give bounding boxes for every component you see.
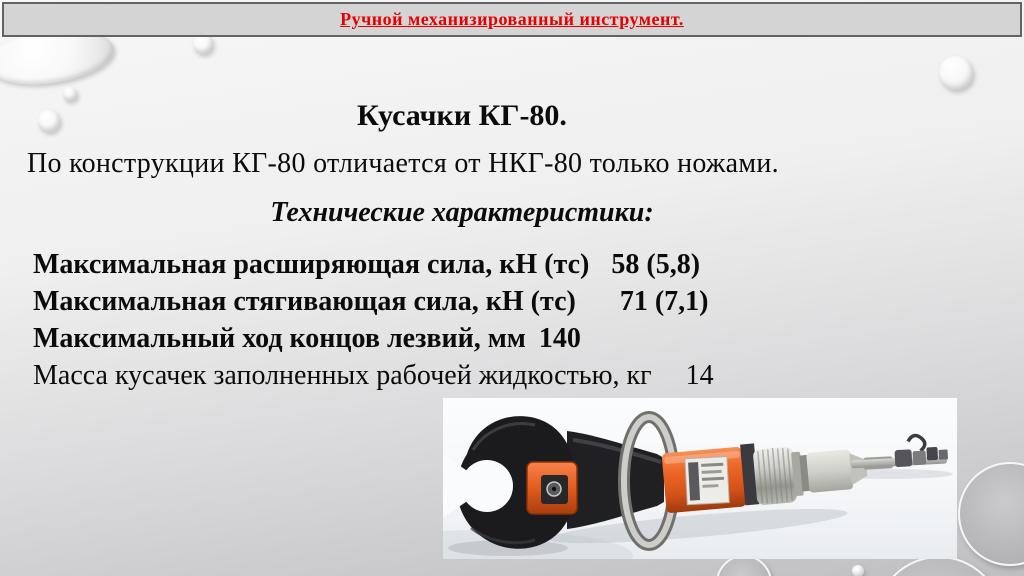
spec-row [33, 246, 714, 283]
spec-label: Масса кусачек заполненных рабочей жидкостью, кг [33, 360, 652, 391]
spec-value: 58 (5,8) [611, 249, 701, 280]
intro-text: По конструкции КГ-80 отличается от НКГ-80 только ножами. [27, 148, 779, 179]
spec-row [33, 283, 714, 320]
spec-label: Максимальная стягивающая сила, кН (тс) [33, 286, 576, 317]
page-title: Кусачки КГ-80. [357, 99, 567, 132]
spec-value: 14 [685, 360, 714, 391]
circle-decoration [958, 462, 1024, 566]
cutter-body [567, 431, 664, 529]
specs-list [33, 246, 714, 394]
water-drop-decoration [852, 565, 864, 576]
cutter-tool-illustration [443, 398, 957, 559]
spec-row [33, 320, 714, 357]
spec-label: Максимальная расширяющая сила, кН (тс) [33, 249, 590, 280]
slide-header-title: Ручной механизированный инструмент. [340, 9, 684, 29]
specs-heading: Технические характеристики: [270, 197, 654, 228]
pivot-block [527, 462, 577, 514]
water-drop-decoration [193, 34, 213, 54]
spec-value: 140 [538, 323, 581, 354]
slide-header-bar [2, 2, 1022, 37]
water-drop-decoration [939, 56, 973, 90]
spec-row [33, 357, 714, 394]
coupling-ring [753, 440, 869, 506]
extension-rod [850, 434, 949, 471]
tool-photo [443, 398, 957, 559]
spec-value: 71 (7,1) [619, 286, 709, 317]
hydraulic-cylinder [661, 443, 759, 513]
hose-loop [908, 435, 925, 451]
spec-label: Максимальный ход концов лезвий, мм [33, 323, 526, 354]
